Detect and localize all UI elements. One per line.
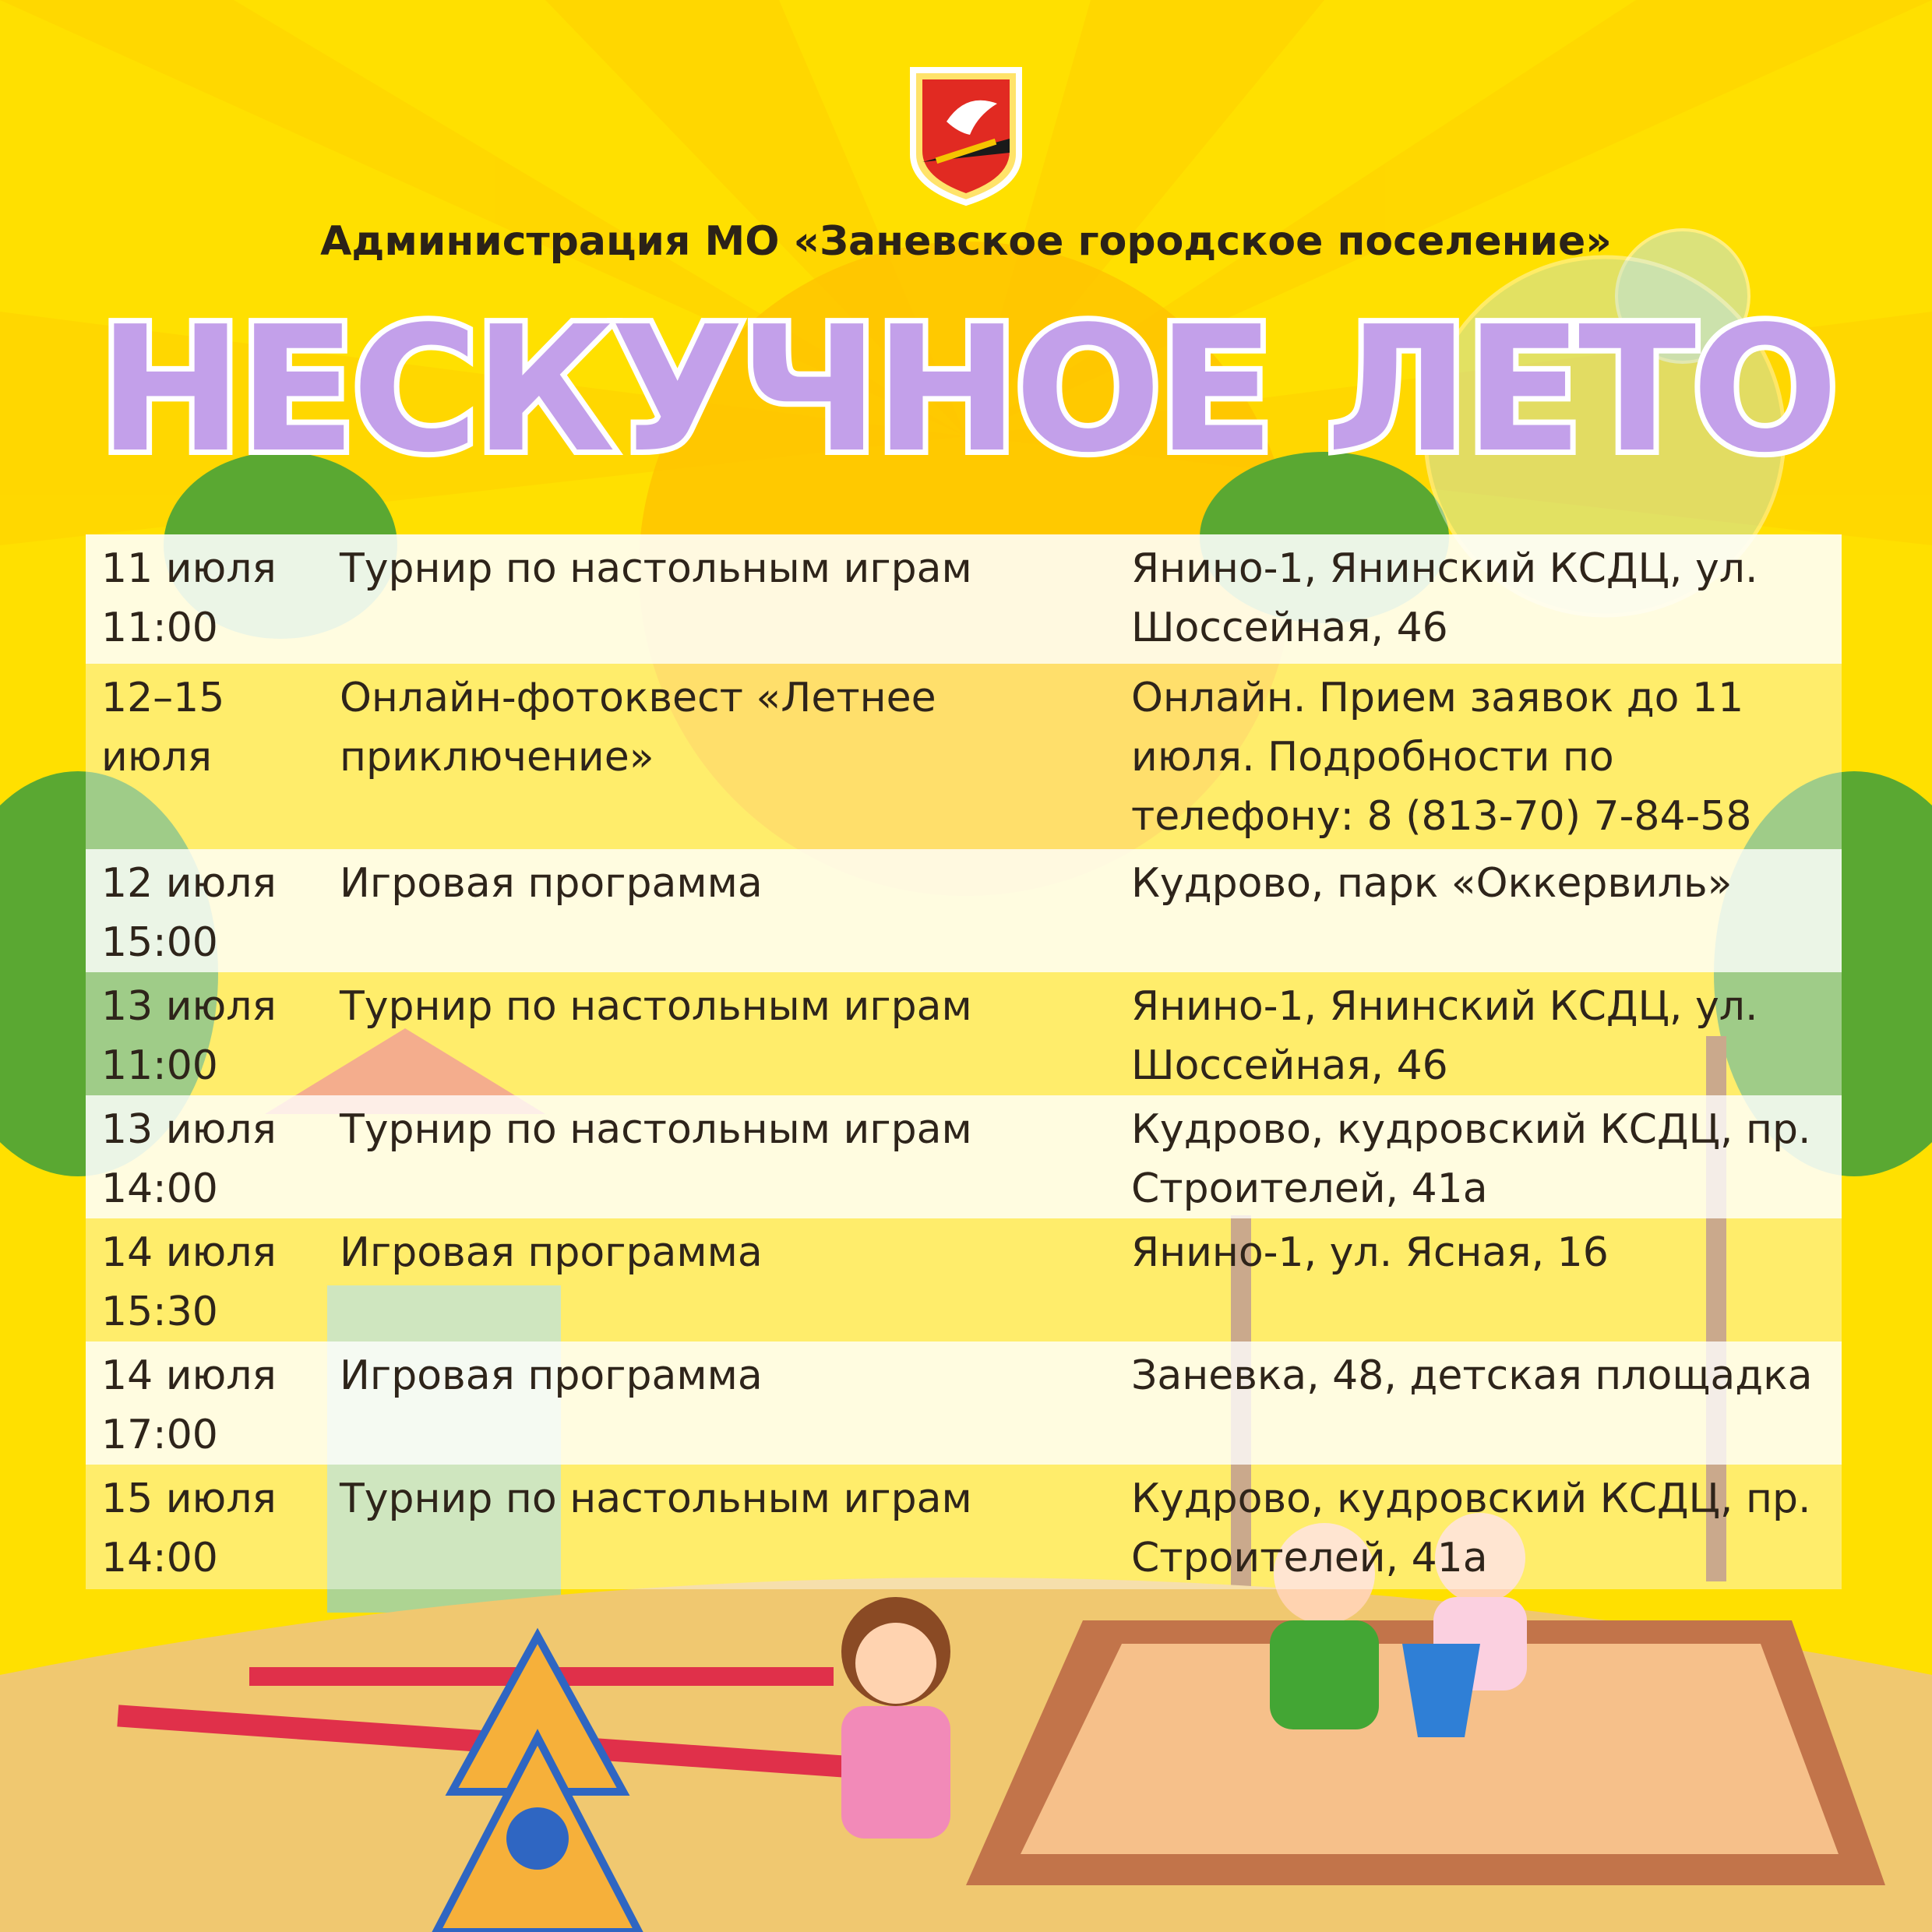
event-date-cell <box>86 664 324 849</box>
event-time: 17:00 <box>101 1412 218 1458</box>
event-date: 12–15 июля <box>101 675 225 781</box>
event-date-cell <box>86 1465 324 1589</box>
event-date: 15 июля <box>101 1475 277 1522</box>
event-place: Заневка, 48, детская площадка <box>1131 1352 1813 1399</box>
table-row <box>86 1341 1842 1465</box>
event-title: Игровая программа <box>340 1229 763 1276</box>
event-date: 13 июля <box>101 1106 277 1153</box>
event-date: 14 июля <box>101 1229 277 1276</box>
event-time: 11:00 <box>101 1042 218 1089</box>
event-title: Турнир по настольным играм <box>340 1475 972 1522</box>
table-row <box>86 664 1842 849</box>
event-time: 14:00 <box>101 1165 218 1212</box>
event-title: Турнир по настольным играм <box>340 545 972 592</box>
event-title: Турнир по настольным играм <box>340 1106 972 1153</box>
event-date-cell <box>86 1218 324 1341</box>
girl-icon <box>841 1597 950 1839</box>
table-row <box>86 534 1842 664</box>
event-date: 13 июля <box>101 983 277 1030</box>
event-date: 14 июля <box>101 1352 277 1399</box>
event-time: 15:00 <box>101 919 218 966</box>
event-title: Игровая программа <box>340 1352 763 1399</box>
event-place: Янино-1, Янинский КСДЦ, ул. Шоссейная, 46 <box>1131 983 1758 1089</box>
event-place: Кудрово, кудровский КСДЦ, пр. Строителей, 41а <box>1131 1475 1811 1581</box>
event-time: 15:30 <box>101 1289 218 1335</box>
event-date-cell <box>86 1095 324 1218</box>
coat-of-arms-icon <box>904 61 1028 209</box>
main-title: НЕСКУЧНОЕ ЛЕТО <box>97 290 1835 491</box>
event-title: Онлайн-фотоквест «Летнее приключение» <box>340 675 936 781</box>
event-place: Кудрово, парк «Оккервиль» <box>1131 860 1733 907</box>
event-place: Янино-1, ул. Ясная, 16 <box>1131 1229 1609 1276</box>
event-place: Онлайн. Прием заявок до 11 июля. Подробности по телефону: 8 (813-70) 7-84-58 <box>1131 675 1752 840</box>
event-time: 14:00 <box>101 1535 218 1581</box>
event-title: Турнир по настольным играм <box>340 983 972 1030</box>
event-date-cell <box>86 849 324 972</box>
table-row <box>86 849 1842 972</box>
event-title: Игровая программа <box>340 860 763 907</box>
table-row <box>86 1095 1842 1218</box>
table-row <box>86 972 1842 1095</box>
event-date: 12 июля <box>101 860 277 907</box>
table-row <box>86 1465 1842 1589</box>
event-date-cell <box>86 1341 324 1465</box>
event-date-cell <box>86 972 324 1095</box>
table-row <box>86 1218 1842 1341</box>
event-date-cell <box>86 534 324 664</box>
event-place: Кудрово, кудровский КСДЦ, пр. Строителей, 41а <box>1131 1106 1811 1212</box>
event-time: 11:00 <box>101 605 218 651</box>
event-place: Янино-1, Янинский КСДЦ, ул. Шоссейная, 46 <box>1131 545 1758 651</box>
organization-title: Администрация МО «Заневское городское поселение» <box>320 218 1612 265</box>
schedule-table <box>86 534 1842 1589</box>
event-date: 11 июля <box>101 545 277 592</box>
